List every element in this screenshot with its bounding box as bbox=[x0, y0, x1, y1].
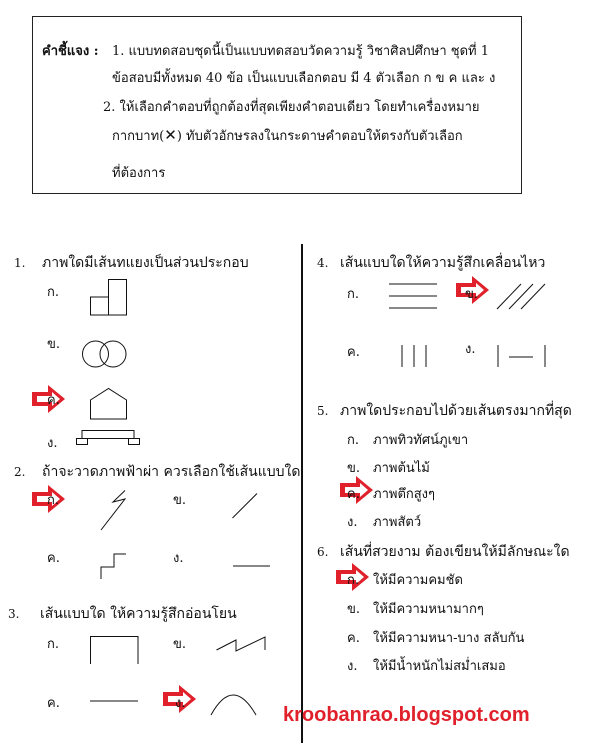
cross-mark-icon: ✕ bbox=[164, 126, 177, 144]
line-parallel-diagonal-icon bbox=[497, 283, 549, 313]
option-text: ให้มีน้ำหนักไม่สม่ำเสมอ bbox=[373, 659, 506, 674]
question-text: ถ้าจะวาดภาพฟ้าผ่า ควรเลือกใช้เส้นแบบใด bbox=[42, 464, 301, 480]
shape-overlapping-circles-icon bbox=[82, 339, 128, 369]
option-label[interactable]: ง. bbox=[465, 342, 476, 357]
question-number: 1. bbox=[14, 256, 26, 270]
line-parallel-vertical-icon bbox=[401, 345, 431, 369]
option-text: ให้มีความคมชัด bbox=[373, 573, 463, 588]
option-label[interactable]: ข. bbox=[347, 461, 361, 476]
question-text: ภาพใดประกอบไปด้วยเส้นตรงมากที่สุด bbox=[340, 403, 572, 419]
question-text: เส้นแบบใด ให้ความรู้สึกอ่อนโยน bbox=[40, 606, 237, 622]
option-label[interactable]: ก. bbox=[347, 573, 360, 588]
question-number: 5. bbox=[317, 404, 329, 418]
option-text: ภาพต้นไม้ bbox=[373, 461, 430, 476]
option-label[interactable]: ก. bbox=[47, 637, 60, 652]
option-label[interactable]: ค. bbox=[347, 487, 360, 502]
option-label[interactable]: ง. bbox=[347, 515, 358, 530]
question-text: เส้นที่สวยงาม ต้องเขียนให้มีลักษณะใด bbox=[340, 544, 570, 560]
question-number: 4. bbox=[317, 256, 329, 270]
line-arc-curve-icon bbox=[210, 687, 260, 717]
question-number: 2. bbox=[14, 465, 26, 479]
option-label[interactable]: ก. bbox=[347, 433, 360, 448]
question-number: 6. bbox=[317, 545, 329, 559]
option-text: ภาพตึกสูงๆ bbox=[373, 487, 436, 502]
option-label[interactable]: ง. bbox=[47, 436, 58, 451]
line-vertical-horizontal-vertical-icon bbox=[497, 345, 549, 369]
question-number: 3. bbox=[8, 607, 20, 621]
option-text: ให้มีความหนา-บาง สลับกัน bbox=[373, 631, 525, 646]
instruction-line: 2. ให้เลือกคำตอบที่ถูกต้องที่สุดเพียงคำตอบเดียว โดยทำเครื่องหมาย bbox=[103, 100, 480, 115]
option-text: ภาพสัตว์ bbox=[373, 515, 422, 530]
line-horizontal-icon bbox=[233, 565, 273, 569]
option-label[interactable]: ข. bbox=[173, 637, 187, 652]
option-label[interactable]: ค. bbox=[347, 345, 360, 360]
option-label[interactable]: ค. bbox=[47, 696, 60, 711]
option-label[interactable]: ข. bbox=[47, 337, 61, 352]
instruction-line: ที่ต้องการ bbox=[112, 166, 166, 181]
option-label[interactable]: ข. bbox=[465, 287, 479, 302]
line-sawtooth-icon bbox=[216, 636, 268, 654]
line-open-box-icon bbox=[90, 636, 140, 666]
shape-pentagon-house-icon bbox=[90, 388, 130, 420]
watermark-url: kroobanrao.blogspot.com bbox=[283, 704, 530, 726]
shape-bench-icon bbox=[76, 430, 142, 446]
instructions-label: คำชี้แจง : bbox=[42, 44, 99, 59]
option-label[interactable]: ข. bbox=[347, 602, 361, 617]
option-label[interactable]: ก. bbox=[47, 285, 60, 300]
instruction-line: ข้อสอบมีทั้งหมด 40 ข้อ เป็นแบบเลือกตอบ มี 4 ตัวเลือก ก ข ค และ ง bbox=[112, 71, 496, 86]
line-parallel-horizontal-icon bbox=[389, 283, 441, 311]
line-zigzag-lightning-icon bbox=[100, 490, 130, 532]
option-label[interactable]: ค. bbox=[47, 551, 60, 566]
option-label[interactable]: ก. bbox=[47, 493, 60, 508]
option-label[interactable]: ค. bbox=[47, 393, 60, 408]
line-horizontal-icon bbox=[90, 700, 140, 704]
option-label[interactable]: ข. bbox=[173, 493, 187, 508]
option-label[interactable]: ค. bbox=[347, 631, 360, 646]
line-step-icon bbox=[100, 551, 130, 581]
option-label[interactable]: ก. bbox=[347, 287, 360, 302]
shape-two-rectangles-icon bbox=[90, 279, 130, 317]
question-text: ภาพใดมีเส้นทแยงเป็นส่วนประกอบ bbox=[42, 255, 249, 271]
option-text: ให้มีความหนามากๆ bbox=[373, 602, 484, 617]
question-text: เส้นแบบใดให้ความรู้สึกเคลื่อนไหว bbox=[340, 255, 546, 271]
option-text: ภาพทิวทัศน์ภูเขา bbox=[373, 433, 469, 448]
option-label[interactable]: ง. bbox=[175, 696, 186, 711]
instruction-line: กากบาท(✕) ทับตัวอักษรลงในกระดาษคำตอบให้ตรงกับตัวเลือก bbox=[112, 126, 463, 144]
line-diagonal-icon bbox=[232, 493, 260, 521]
option-label[interactable]: ง. bbox=[347, 659, 358, 674]
instruction-line: 1. แบบทดสอบชุดนี้เป็นแบบทดสอบวัดความรู้ วิชาศิลปศึกษา ชุดที่ 1 bbox=[112, 44, 490, 59]
option-label[interactable]: ง. bbox=[173, 551, 184, 566]
column-divider bbox=[301, 244, 303, 743]
